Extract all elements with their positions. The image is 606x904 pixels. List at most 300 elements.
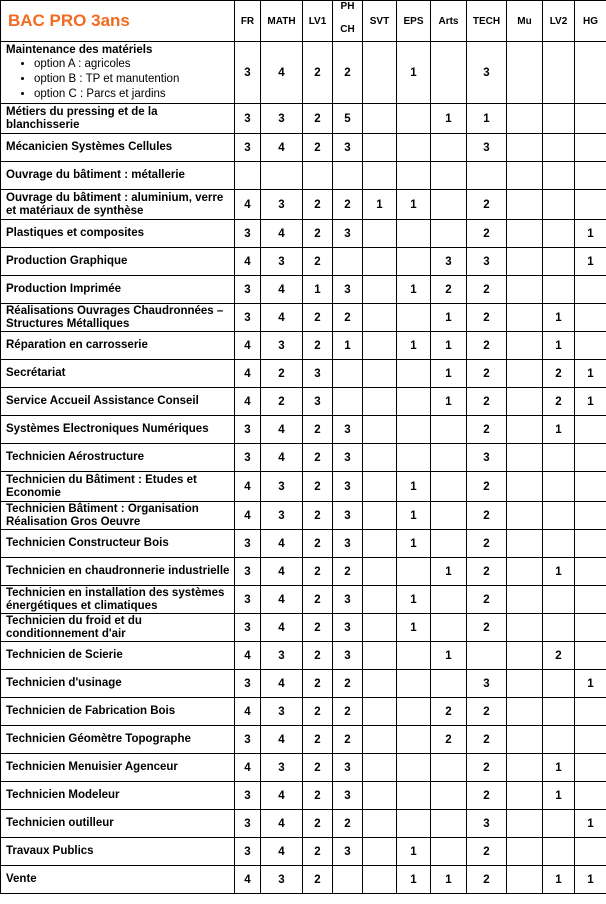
value-cell (507, 698, 543, 726)
row-label: Secrétariat (1, 360, 235, 388)
table-row (1, 360, 606, 388)
value-cell: 1 (543, 416, 575, 444)
value-cell: 3 (333, 416, 363, 444)
value-cell (397, 782, 431, 810)
value-cell: 1 (397, 502, 431, 530)
value-cell: 3 (235, 42, 261, 104)
value-cell (363, 220, 397, 248)
table-row (1, 726, 606, 754)
value-cell: 3 (333, 502, 363, 530)
value-cell (543, 838, 575, 866)
value-cell: 3 (261, 698, 303, 726)
value-cell (507, 444, 543, 472)
row-label: Réalisations Ouvrages Chaudronnées – Structures Métalliques (1, 304, 235, 332)
value-cell: 1 (397, 530, 431, 558)
value-cell (333, 388, 363, 416)
row-label: Technicien Géomètre Topographe (1, 726, 235, 754)
column-header: FR (235, 1, 261, 42)
table-row (1, 304, 606, 332)
value-cell: 2 (467, 614, 507, 642)
value-cell: 1 (431, 558, 467, 586)
value-cell: 4 (235, 472, 261, 502)
value-cell (397, 304, 431, 332)
value-cell (397, 388, 431, 416)
table-row (1, 810, 606, 838)
value-cell: 3 (235, 558, 261, 586)
value-cell: 3 (303, 360, 333, 388)
value-cell: 4 (261, 782, 303, 810)
value-cell (363, 502, 397, 530)
table-row (1, 276, 606, 304)
value-cell: 3 (235, 810, 261, 838)
value-cell: 3 (467, 248, 507, 276)
row-label: Technicien Menuisier Agenceur (1, 754, 235, 782)
row-label: Technicien en chaudronnerie industrielle (1, 558, 235, 586)
value-cell (397, 444, 431, 472)
value-cell: 3 (235, 416, 261, 444)
value-cell: 2 (467, 838, 507, 866)
value-cell (363, 42, 397, 104)
value-cell: 2 (333, 190, 363, 220)
value-cell (431, 838, 467, 866)
table-row (1, 754, 606, 782)
value-cell (507, 276, 543, 304)
value-cell: 1 (575, 220, 606, 248)
value-cell: 3 (235, 670, 261, 698)
table-row (1, 838, 606, 866)
value-cell (363, 558, 397, 586)
value-cell: 3 (261, 754, 303, 782)
value-cell: 3 (235, 134, 261, 162)
value-cell: 2 (431, 726, 467, 754)
value-cell (543, 104, 575, 134)
value-cell: 2 (303, 416, 333, 444)
value-cell: 2 (467, 220, 507, 248)
table-body (1, 42, 606, 894)
value-cell: 4 (235, 698, 261, 726)
value-cell: 4 (261, 304, 303, 332)
value-cell (507, 586, 543, 614)
value-cell: 3 (235, 220, 261, 248)
value-cell: 4 (235, 388, 261, 416)
value-cell: 4 (235, 642, 261, 670)
value-cell (333, 248, 363, 276)
value-cell: 1 (543, 304, 575, 332)
value-cell (431, 416, 467, 444)
value-cell: 2 (431, 698, 467, 726)
row-label: Technicien du froid et du conditionnement d'air (1, 614, 235, 642)
value-cell: 3 (431, 248, 467, 276)
value-cell: 1 (431, 866, 467, 894)
row-label: Technicien de Scierie (1, 642, 235, 670)
row-label: Technicien Constructeur Bois (1, 530, 235, 558)
value-cell (431, 502, 467, 530)
value-cell (363, 248, 397, 276)
value-cell (431, 42, 467, 104)
value-cell: 2 (467, 530, 507, 558)
table-row (1, 190, 606, 220)
value-cell: 3 (261, 502, 303, 530)
value-cell: 2 (261, 388, 303, 416)
value-cell (507, 502, 543, 530)
value-cell: 2 (303, 190, 333, 220)
row-label: Technicien en installation des systèmes énergétiques et climatiques (1, 586, 235, 614)
value-cell (363, 838, 397, 866)
value-cell (575, 42, 606, 104)
value-cell (507, 530, 543, 558)
table-title: BAC PRO 3ans (1, 1, 235, 42)
value-cell: 3 (333, 838, 363, 866)
value-cell (431, 782, 467, 810)
value-cell: 2 (467, 558, 507, 586)
table-row (1, 586, 606, 614)
value-cell: 3 (235, 838, 261, 866)
value-cell: 4 (261, 726, 303, 754)
value-cell: 2 (303, 502, 333, 530)
value-cell (543, 248, 575, 276)
value-cell (575, 104, 606, 134)
row-label: Technicien outilleur (1, 810, 235, 838)
value-cell: 2 (303, 614, 333, 642)
value-cell: 3 (467, 134, 507, 162)
value-cell (397, 248, 431, 276)
value-cell (431, 614, 467, 642)
value-cell (543, 586, 575, 614)
value-cell: 1 (431, 104, 467, 134)
table-row (1, 416, 606, 444)
value-cell: 3 (261, 866, 303, 894)
value-cell (363, 586, 397, 614)
value-cell: 4 (261, 810, 303, 838)
value-cell (363, 472, 397, 502)
value-cell: 2 (303, 104, 333, 134)
table-row (1, 698, 606, 726)
value-cell (543, 530, 575, 558)
value-cell: 4 (235, 502, 261, 530)
value-cell (397, 104, 431, 134)
value-cell (397, 810, 431, 838)
row-label: Technicien d'usinage (1, 670, 235, 698)
value-cell (431, 190, 467, 220)
value-cell (543, 220, 575, 248)
value-cell (431, 472, 467, 502)
table-row (1, 134, 606, 162)
value-cell: 3 (333, 444, 363, 472)
value-cell: 3 (333, 754, 363, 782)
value-cell (507, 360, 543, 388)
row-label: Vente (1, 866, 235, 894)
value-cell (363, 782, 397, 810)
value-cell: 4 (261, 276, 303, 304)
value-cell: 2 (303, 586, 333, 614)
value-cell (543, 698, 575, 726)
value-cell: 2 (303, 866, 333, 894)
value-cell (397, 162, 431, 190)
value-cell: 1 (363, 190, 397, 220)
value-cell (507, 104, 543, 134)
value-cell: 2 (303, 530, 333, 558)
value-cell (507, 42, 543, 104)
value-cell (431, 220, 467, 248)
column-header: LV2 (543, 1, 575, 42)
value-cell: 2 (303, 698, 333, 726)
value-cell (333, 162, 363, 190)
value-cell (575, 472, 606, 502)
value-cell: 2 (543, 642, 575, 670)
value-cell (431, 754, 467, 782)
row-label: Ouvrage du bâtiment : métallerie (1, 162, 235, 190)
row-label: Mécanicien Systèmes Cellules (1, 134, 235, 162)
value-cell: 1 (575, 866, 606, 894)
value-cell (363, 416, 397, 444)
value-cell: 3 (467, 810, 507, 838)
value-cell (397, 220, 431, 248)
value-cell: 1 (575, 810, 606, 838)
value-cell (363, 754, 397, 782)
row-label: Plastiques et composites (1, 220, 235, 248)
value-cell: 1 (431, 360, 467, 388)
value-cell (575, 502, 606, 530)
value-cell: 2 (333, 42, 363, 104)
value-cell: 3 (333, 276, 363, 304)
value-cell (431, 134, 467, 162)
column-header: LV1 (303, 1, 333, 42)
value-cell: 3 (261, 248, 303, 276)
table-row (1, 866, 606, 894)
column-header: MATH (261, 1, 303, 42)
value-cell (431, 530, 467, 558)
value-cell: 1 (543, 558, 575, 586)
value-cell: 4 (235, 360, 261, 388)
value-cell: 1 (397, 866, 431, 894)
value-cell: 2 (303, 304, 333, 332)
table-row (1, 388, 606, 416)
value-cell: 3 (235, 276, 261, 304)
value-cell (363, 670, 397, 698)
value-cell: 2 (333, 810, 363, 838)
value-cell (507, 642, 543, 670)
table-row (1, 558, 606, 586)
value-cell: 1 (575, 670, 606, 698)
value-cell (397, 754, 431, 782)
value-cell: 1 (431, 642, 467, 670)
value-cell (363, 162, 397, 190)
value-cell (507, 416, 543, 444)
value-cell: 2 (467, 698, 507, 726)
value-cell (431, 162, 467, 190)
value-cell: 4 (261, 586, 303, 614)
row-label: Technicien Modeleur (1, 782, 235, 810)
value-cell (363, 698, 397, 726)
value-cell: 2 (467, 502, 507, 530)
value-cell: 2 (467, 782, 507, 810)
value-cell: 3 (261, 472, 303, 502)
value-cell (543, 42, 575, 104)
row-label: Métiers du pressing et de la blanchisserie (1, 104, 235, 134)
options-list (6, 57, 234, 102)
value-cell (507, 558, 543, 586)
value-cell (575, 276, 606, 304)
value-cell: 2 (431, 276, 467, 304)
row-label: Réparation en carrosserie (1, 332, 235, 360)
value-cell: 1 (397, 838, 431, 866)
value-cell (575, 586, 606, 614)
value-cell: 4 (261, 530, 303, 558)
value-cell: 2 (303, 558, 333, 586)
value-cell: 4 (261, 614, 303, 642)
value-cell (507, 670, 543, 698)
value-cell (507, 810, 543, 838)
value-cell: 2 (333, 670, 363, 698)
value-cell (363, 810, 397, 838)
table-row (1, 42, 606, 104)
value-cell: 3 (333, 614, 363, 642)
column-header: Mu (507, 1, 543, 42)
value-cell: 1 (303, 276, 333, 304)
value-cell: 2 (333, 558, 363, 586)
value-cell (363, 360, 397, 388)
value-cell: 4 (261, 220, 303, 248)
value-cell: 1 (575, 388, 606, 416)
value-cell: 2 (303, 472, 333, 502)
table-row (1, 502, 606, 530)
value-cell: 1 (397, 586, 431, 614)
value-cell (543, 162, 575, 190)
value-cell (363, 134, 397, 162)
value-cell: 2 (303, 42, 333, 104)
value-cell (507, 134, 543, 162)
value-cell: 1 (397, 614, 431, 642)
value-cell (397, 134, 431, 162)
table-row (1, 530, 606, 558)
value-cell: 1 (431, 304, 467, 332)
value-cell: 4 (261, 42, 303, 104)
value-cell: 2 (467, 586, 507, 614)
value-cell (397, 360, 431, 388)
value-cell (543, 502, 575, 530)
value-cell: 4 (261, 670, 303, 698)
value-cell: 3 (333, 472, 363, 502)
value-cell (363, 866, 397, 894)
value-cell (575, 698, 606, 726)
value-cell (431, 444, 467, 472)
value-cell (543, 134, 575, 162)
value-cell (507, 248, 543, 276)
value-cell (333, 866, 363, 894)
value-cell: 2 (303, 220, 333, 248)
value-cell: 2 (303, 642, 333, 670)
value-cell (507, 754, 543, 782)
value-cell (507, 162, 543, 190)
value-cell: 4 (261, 558, 303, 586)
value-cell: 3 (467, 670, 507, 698)
value-cell: 2 (303, 726, 333, 754)
value-cell (431, 586, 467, 614)
value-cell (507, 726, 543, 754)
value-cell (575, 782, 606, 810)
value-cell (575, 726, 606, 754)
row-label: Systèmes Electroniques Numériques (1, 416, 235, 444)
value-cell: 2 (261, 360, 303, 388)
value-cell: 2 (333, 726, 363, 754)
value-cell: 3 (235, 530, 261, 558)
value-cell (575, 444, 606, 472)
table-row (1, 220, 606, 248)
value-cell: 1 (397, 332, 431, 360)
value-cell: 3 (333, 530, 363, 558)
row-label: Technicien Bâtiment : Organisation Réalisation Gros Oeuvre (1, 502, 235, 530)
option-item: • option A : agricoles (34, 57, 234, 72)
table-row (1, 670, 606, 698)
value-cell: 3 (235, 304, 261, 332)
table-row (1, 782, 606, 810)
value-cell: 4 (235, 754, 261, 782)
value-cell (575, 558, 606, 586)
column-header: HG (575, 1, 606, 42)
value-cell (363, 304, 397, 332)
table-row (1, 642, 606, 670)
value-cell (303, 162, 333, 190)
value-cell (507, 190, 543, 220)
value-cell (543, 670, 575, 698)
value-cell: 3 (333, 642, 363, 670)
value-cell: 2 (303, 444, 333, 472)
value-cell: 4 (235, 190, 261, 220)
value-cell (543, 190, 575, 220)
value-cell (543, 810, 575, 838)
value-cell (333, 360, 363, 388)
value-cell: 1 (397, 190, 431, 220)
value-cell (363, 444, 397, 472)
value-cell: 4 (261, 416, 303, 444)
value-cell (397, 670, 431, 698)
value-cell: 3 (235, 444, 261, 472)
value-cell (397, 726, 431, 754)
value-cell: 3 (261, 190, 303, 220)
value-cell: 3 (333, 586, 363, 614)
value-cell: 3 (235, 614, 261, 642)
value-cell: 2 (467, 332, 507, 360)
value-cell (363, 642, 397, 670)
value-cell: 2 (467, 190, 507, 220)
value-cell: 3 (303, 388, 333, 416)
value-cell (363, 614, 397, 642)
value-cell (575, 190, 606, 220)
value-cell: 1 (397, 472, 431, 502)
value-cell (507, 304, 543, 332)
value-cell (543, 614, 575, 642)
value-cell (397, 642, 431, 670)
value-cell (507, 472, 543, 502)
value-cell (431, 670, 467, 698)
value-cell: 3 (261, 104, 303, 134)
table-row (1, 614, 606, 642)
table-row (1, 472, 606, 502)
table-row (1, 248, 606, 276)
value-cell (507, 220, 543, 248)
value-cell: 4 (235, 332, 261, 360)
column-header: EPS (397, 1, 431, 42)
value-cell (543, 726, 575, 754)
header-row (1, 1, 606, 42)
value-cell: 4 (261, 444, 303, 472)
value-cell: 1 (543, 332, 575, 360)
value-cell (431, 810, 467, 838)
value-cell: 1 (397, 276, 431, 304)
value-cell: 2 (303, 838, 333, 866)
value-cell: 2 (467, 416, 507, 444)
value-cell: 5 (333, 104, 363, 134)
